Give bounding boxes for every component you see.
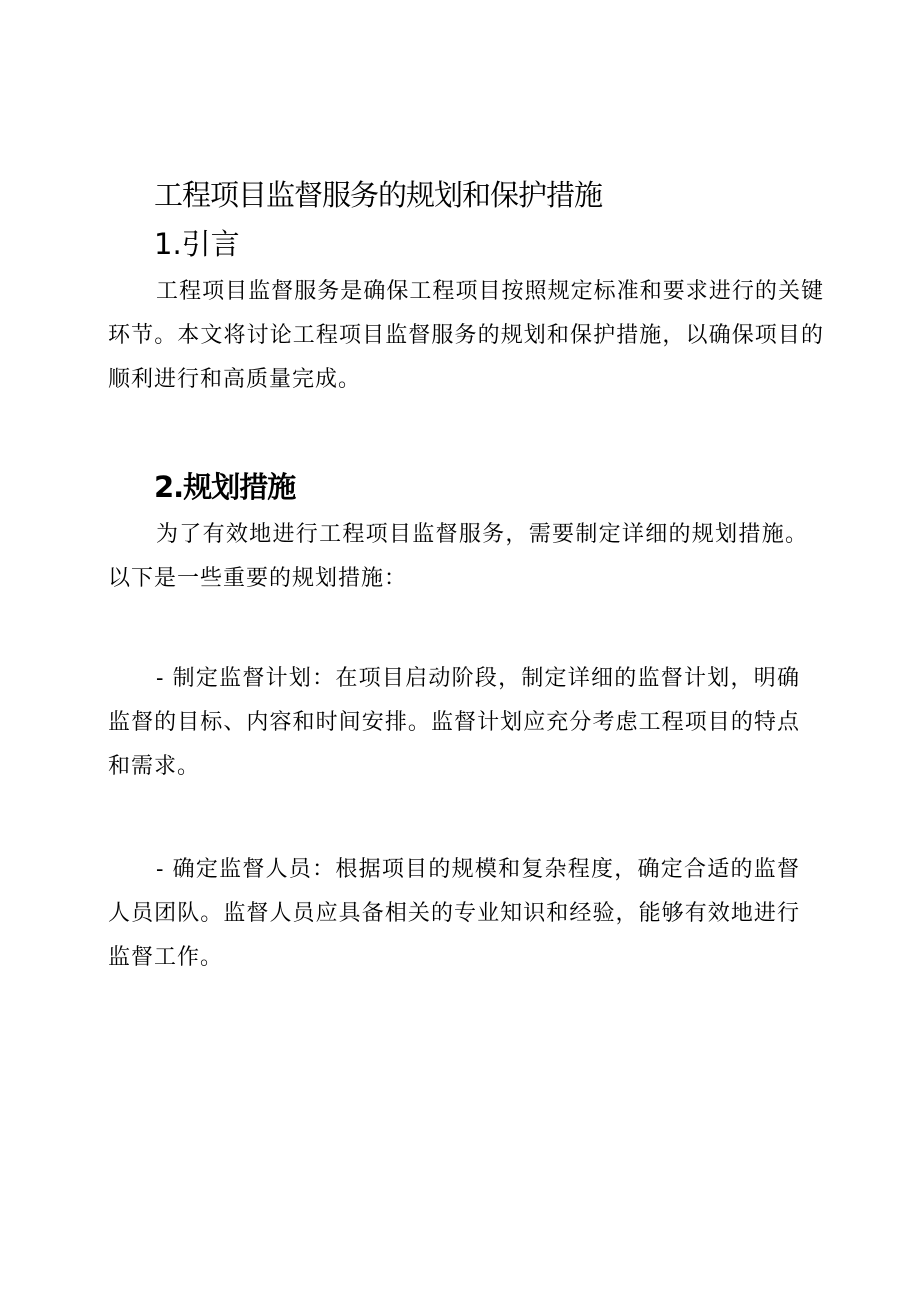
document-title: 工程项目监督服务的规划和保护措施 <box>154 178 603 212</box>
section-heading-introduction: 1.引言 <box>154 227 240 261</box>
planning-bullet-monitoring-staff: - 确定监督人员：根据项目的规模和复杂程度，确定合适的监督人员团队。监督人员应具备相关的专业知识和经验，能够有效地进行监督工作。 <box>108 857 800 970</box>
section-heading-planning: 2.规划措施 <box>154 470 296 504</box>
planning-bullet-monitoring-plan: - 制定监督计划：在项目启动阶段，制定详细的监督计划，明确监督的目标、内容和时间安排。监督计划应充分考虑工程项目的特点和需求。 <box>108 666 800 779</box>
planning-intro-paragraph: 为了有效地进行工程项目监督服务，需要制定详细的规划措施。以下是一些重要的规划措施： <box>108 522 808 591</box>
introduction-paragraph: 工程项目监督服务是确保工程项目按照规定标准和要求进行的关键环节。本文将讨论工程项目监督服务的规划和保护措施，以确保项目的顺利进行和高质量完成。 <box>108 279 824 392</box>
